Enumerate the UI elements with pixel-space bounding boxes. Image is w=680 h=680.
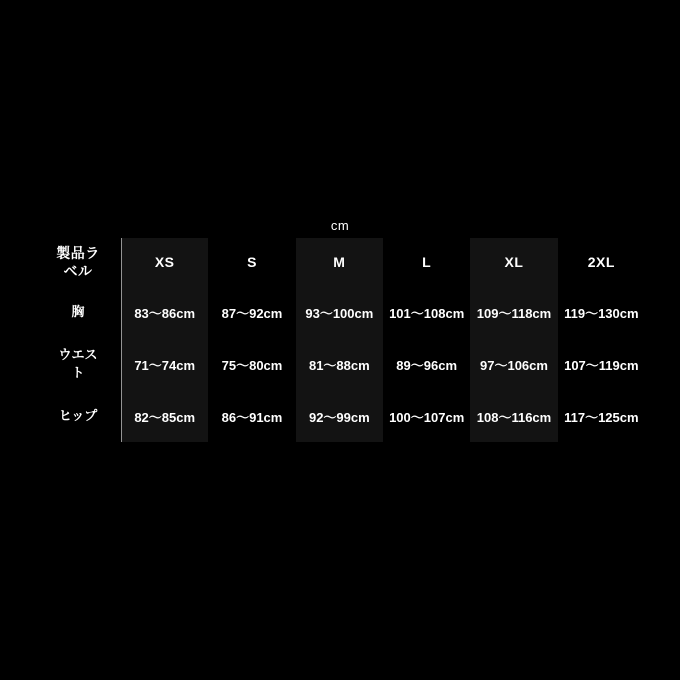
cell-waist-l: 89〜96cm <box>396 357 458 373</box>
cell-chest-xs: 83〜86cm <box>121 286 208 338</box>
cell-hip-l: 100〜107cm <box>389 409 465 425</box>
column-header-m: M <box>296 238 383 286</box>
cell-hip-m: 92〜99cm <box>296 390 383 442</box>
row-label-hip: ヒップ <box>58 408 98 424</box>
table-row <box>35 286 645 338</box>
cell-chest-2xl: 119〜130cm <box>564 305 639 321</box>
cell-hip-xl: 108〜116cm <box>470 390 557 442</box>
size-table <box>35 238 645 442</box>
column-header-2xl: 2XL <box>587 254 615 270</box>
unit-label: cm <box>330 218 350 233</box>
column-header-xl: XL <box>470 238 557 286</box>
cell-chest-l: 101〜108cm <box>389 305 465 321</box>
column-header-l: L <box>422 254 432 270</box>
cell-hip-xs: 82〜85cm <box>121 390 208 442</box>
table-header <box>35 238 645 286</box>
table-row <box>35 390 645 442</box>
corner-header-line1: 製品ラ <box>56 244 100 261</box>
cell-waist-xl: 97〜106cm <box>470 338 557 390</box>
table-body <box>35 286 645 442</box>
row-label-waist-line1: ウエス <box>58 347 98 363</box>
column-header-s: S <box>247 254 257 270</box>
cell-hip-2xl: 117〜125cm <box>564 409 639 425</box>
cell-waist-2xl: 107〜119cm <box>564 357 639 373</box>
cell-chest-xl: 109〜118cm <box>470 286 557 338</box>
table-header-row <box>35 238 645 286</box>
row-label-waist-line2: ト <box>71 365 85 380</box>
size-table-container <box>35 238 645 442</box>
cell-waist-m: 81〜88cm <box>296 338 383 390</box>
table-row <box>35 338 645 390</box>
row-label-waist <box>35 338 121 390</box>
cell-chest-s: 87〜92cm <box>221 305 283 321</box>
cell-waist-xs: 71〜74cm <box>121 338 208 390</box>
corner-header <box>35 238 121 286</box>
cell-hip-s: 86〜91cm <box>221 409 283 425</box>
cell-chest-m: 93〜100cm <box>296 286 383 338</box>
corner-header-line2: ベル <box>63 263 93 279</box>
column-header-xs: XS <box>121 238 208 286</box>
cell-waist-s: 75〜80cm <box>221 357 283 373</box>
row-label-chest: 胸 <box>71 304 85 320</box>
